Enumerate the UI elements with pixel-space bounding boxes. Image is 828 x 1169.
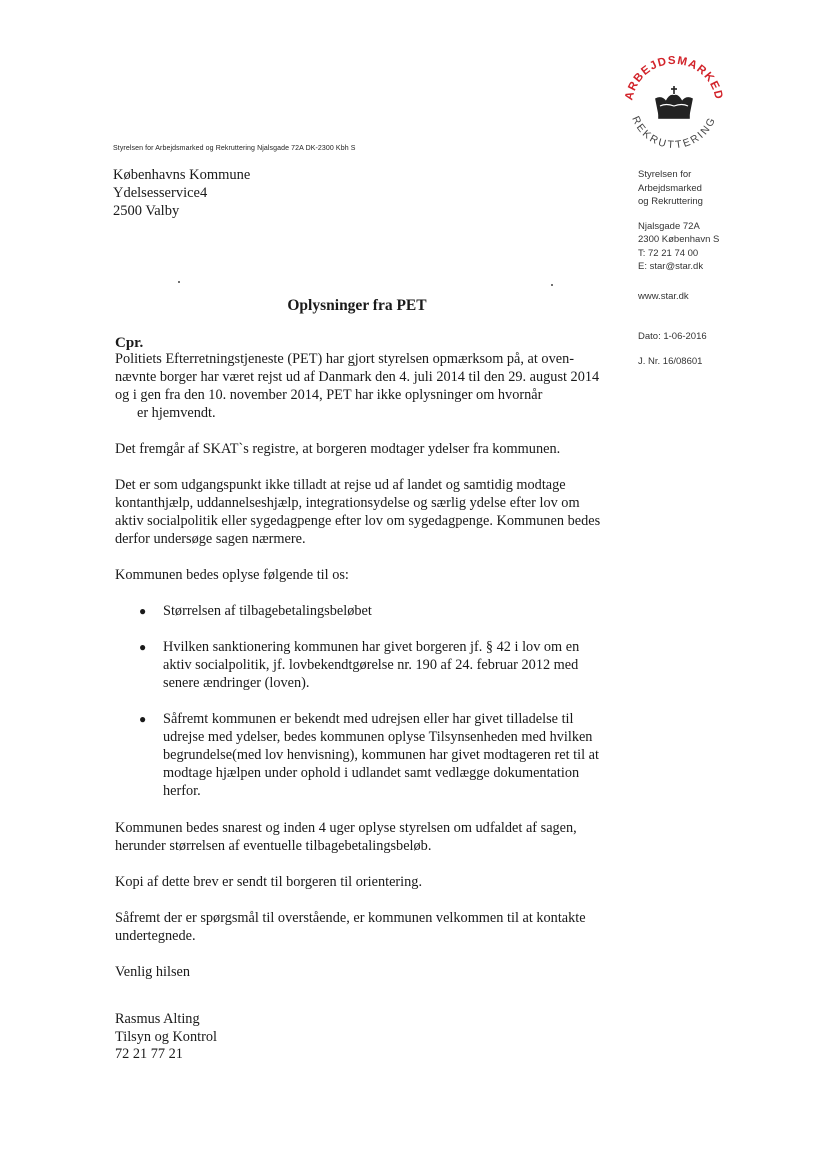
closing: Venlig hilsen <box>115 964 191 980</box>
paragraph-rules: Det er som udgangspunkt ikke tilladt at rejse ud af landet og samtidig modtage kontanthjælp, uddannelseshjælp, integrationsydelse og særlig ydelse efter lov om aktiv socialpolitik eller sygedagpenge efter lov om sygedagpenge. Kommunen bedes derfor undersøge sagen nærmere. <box>115 477 601 547</box>
paragraph-copy: Kopi af dette brev er sendt til borgeren til orientering. <box>115 874 423 890</box>
paragraph-skat: Det fremgår af SKAT`s registre, at borgeren modtager ydelser fra kommunen. <box>115 441 561 457</box>
signature-block <box>115 1011 610 1064</box>
signature-department: Tilsyn og Kontrol <box>115 1028 217 1045</box>
list-item: ● Såfremt kommunen er bekendt med udrejsen eller har givet tilladelse til udrejse med ydelser, bedes kommunen oplyse Tilsynsenheden med hvilken begrundelse(med lov henvisning), kommunen har givet modtageren ret til at modtage hjælpen under ophold i udlandet samt vedlægge dokumentation herfor. <box>139 711 599 799</box>
bullet-icon: ● <box>139 640 147 654</box>
scan-speck <box>178 281 180 283</box>
paragraph-contact: Såfremt der er spørgsmål til overstående, er kommunen velkommen til at kontakte undertegnede. <box>115 910 586 944</box>
letter-title: Oplysninger fra PET <box>287 297 427 314</box>
sender-org: Styrelsen for <box>638 169 692 180</box>
recipient-address <box>113 166 250 220</box>
list-item: ● Størrelsen af tilbagebetalingsbeløbet <box>139 603 372 619</box>
bullet-icon: ● <box>139 604 147 618</box>
letter-body <box>115 350 610 1064</box>
sender-phone: T: 72 21 74 00 <box>638 247 699 259</box>
sender-address: Njalsgade 72A <box>638 220 700 232</box>
signature-name: Rasmus Alting <box>115 1011 200 1027</box>
sender-website: www.star.dk <box>638 290 689 302</box>
journal-number: J. Nr. 16/08601 <box>638 355 703 367</box>
signature-phone: 72 21 77 21 <box>115 1046 183 1062</box>
paragraph-pet-info <box>115 350 610 422</box>
sender-org: Arbejdsmarked <box>638 182 702 194</box>
sender-info <box>638 168 719 368</box>
bullet-icon: ● <box>139 712 147 726</box>
crown-icon <box>656 86 692 118</box>
svg-text:REKRUTTERING <box>629 114 718 151</box>
svg-text:ARBEJDSMARKED <box>623 55 724 102</box>
paragraph-request: Kommunen bedes oplyse følgende til os: <box>115 567 349 583</box>
scan-speck <box>551 284 553 286</box>
list-item: ● Hvilken sanktionering kommunen har givet borgeren jf. § 42 i lov om en aktiv socialpolitik, jf. lovbekendtgørelse nr. 190 af 24. februar 2012 med senere ændringer (loven). <box>139 639 580 691</box>
letter-date: Dato: 1-06-2016 <box>638 331 707 342</box>
cpr-label: Cpr. <box>115 335 144 351</box>
paragraph-deadline: Kommunen bedes snarest og inden 4 uger oplyse styrelsen om udfaldet af sagen, herunder størrelsen af eventuelle tilbagebetalingsbeløb. <box>115 820 577 854</box>
recipient-line: 2500 Valby <box>113 203 180 219</box>
logo-bottom-text: REKRUTTERING <box>629 114 719 152</box>
logo-top-text: ARBEJDSMARKED <box>623 54 725 102</box>
star-logo <box>614 44 734 164</box>
recipient-line: Københavns Kommune <box>113 167 251 183</box>
recipient-line: Ydelsesservice4 <box>113 185 208 201</box>
paragraph-continuation: er hjemvendt. <box>137 405 216 421</box>
sender-email: E: star@star.dk <box>638 261 704 272</box>
paragraph-text: Politiets Efterretningstjeneste (PET) har gjort styrelsen opmærksom på, at oven-nævnte borger har været rejst ud af Danmark den 4. juli 2014 til den 29. august 2014 og i gen fra den 10. november 2014, PET har ikke oplysninger om hvornår <box>115 351 600 403</box>
return-address: Styrelsen for Arbejdsmarked og Rekruttering Njalsgade 72A DK-2300 Kbh S <box>113 145 356 152</box>
sender-address: 2300 København S <box>638 234 720 245</box>
sender-org: og Rekruttering <box>638 196 703 207</box>
request-list <box>115 602 610 800</box>
